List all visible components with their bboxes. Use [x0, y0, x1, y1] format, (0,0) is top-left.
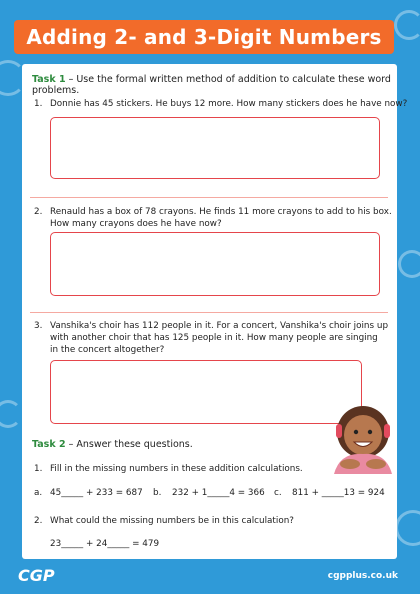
task1-question-1 — [34, 98, 408, 110]
background-swirl — [0, 400, 22, 428]
calc-expression-a[interactable]: 45_____ + 233 = 687 — [50, 488, 143, 498]
background-swirl — [395, 510, 420, 546]
task2-instruction: – Answer these questions. — [65, 439, 193, 450]
task1-question-3 — [34, 320, 389, 355]
question-text-line: in the concert altogether? — [50, 345, 165, 355]
task1-question-2 — [34, 206, 392, 229]
question-text: What could the missing numbers be in this calculation? — [50, 516, 294, 526]
question-number: 2. — [34, 516, 43, 526]
child-illustration — [330, 402, 396, 474]
task2-heading — [32, 439, 193, 450]
question-text-line: Vanshika's choir has 112 people in it. For a concert, Vanshika's choir joins up — [50, 321, 389, 331]
page-title: Adding 2- and 3-Digit Numbers — [14, 20, 394, 54]
background-swirl — [398, 250, 420, 278]
footer-url[interactable]: cgpplus.co.uk — [327, 571, 398, 581]
calc-row — [34, 487, 384, 501]
question-text-line: How many crayons does he have now? — [50, 219, 222, 229]
question-text: Donnie has 45 stickers. He buys 12 more. How many stickers does he have now? — [50, 99, 408, 109]
cgp-logo: CGP — [18, 566, 55, 585]
question-number: 3. — [34, 321, 43, 331]
answer-box-3[interactable] — [50, 360, 362, 424]
answer-box-1[interactable] — [50, 117, 380, 179]
question-text-line: Renauld has a box of 78 crayons. He finds 11 more crayons to add to his box. — [50, 207, 392, 217]
background-swirl — [394, 10, 420, 40]
question-number: 2. — [34, 207, 43, 217]
task2-question-2 — [34, 515, 294, 527]
task2-question-1 — [34, 463, 303, 475]
question-number: 1. — [34, 464, 43, 474]
question-text: Fill in the missing numbers in these addition calculations. — [50, 464, 303, 474]
answer-box-2[interactable] — [50, 232, 380, 296]
worksheet — [22, 64, 408, 559]
task1-heading — [32, 74, 397, 96]
task2-question-2-expression[interactable]: 23_____ + 24_____ = 479 — [50, 539, 160, 549]
question-number: 1. — [34, 99, 43, 109]
task1-instruction: – Use the formal written method of addition to calculate these word problems. — [32, 74, 391, 96]
divider — [30, 197, 388, 198]
task2-label: Task 2 — [32, 439, 66, 450]
calc-expression-c[interactable]: 811 + _____13 = 924 — [292, 488, 385, 498]
task1-label: Task 1 — [32, 74, 66, 85]
calc-letter: b. — [153, 488, 162, 498]
calc-expression-b[interactable]: 232 + 1_____4 = 366 — [172, 488, 265, 498]
calc-letter: a. — [34, 488, 43, 498]
divider — [30, 312, 388, 313]
question-text-line: with another choir that has 125 people in it. How many people are singing — [50, 333, 378, 343]
calc-letter: c. — [274, 488, 282, 498]
